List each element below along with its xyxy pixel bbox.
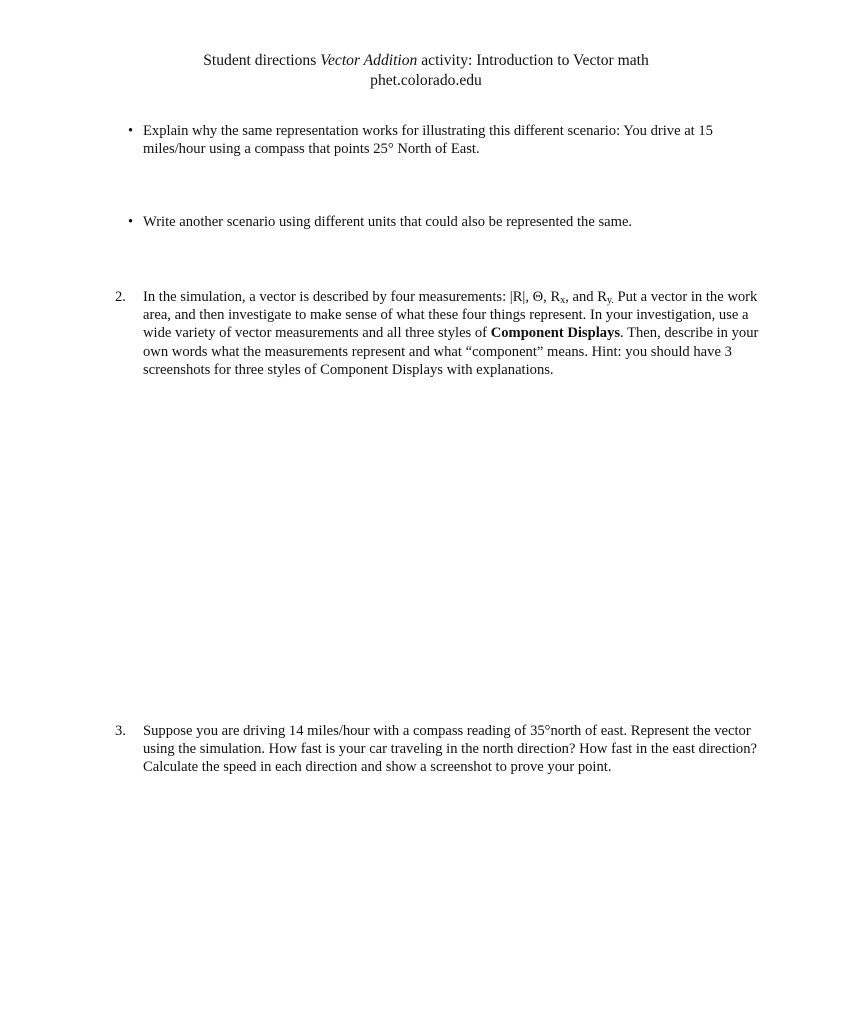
- question-text-part4: . Then, describe in your own words what the measurements represent and what “component” means. Hint: you should have 3 screenshots for three styles of Component Displays with explanations.: [143, 325, 759, 378]
- question-3: [115, 722, 765, 777]
- subscript-x: x: [560, 295, 566, 306]
- component-displays-bold: Component Displays: [490, 325, 621, 342]
- bullet-marker: •: [128, 214, 134, 230]
- question-number: 2.: [115, 289, 126, 305]
- header-title: [0, 51, 852, 71]
- header-website: phet.colorado.edu: [370, 72, 482, 89]
- bullet-item-explain: [128, 122, 768, 158]
- header-title-suffix: activity: Introduction to Vector math: [417, 52, 649, 69]
- document-header: [0, 51, 852, 91]
- bullet-item-write: [128, 213, 768, 231]
- header-title-italic: Vector Addition: [320, 52, 418, 69]
- header-title-prefix: Student directions: [203, 52, 321, 69]
- question-2: [115, 288, 765, 379]
- question-text-part1: In the simulation, a vector is described by four measurements: |R|, Θ, R: [143, 289, 561, 305]
- question-text: [143, 288, 765, 379]
- bullet-text: Write another scenario using different units that could also be represented the same.: [143, 214, 633, 230]
- question-text: Suppose you are driving 14 miles/hour with a compass reading of 35°north of east. Represent the vector using the simulation. How fast is your car traveling in the north direction? How fast in the east direction? Calculate the speed in each direction and show a screenshot to prove your point.: [143, 723, 757, 776]
- subscript-y: y.: [606, 295, 614, 306]
- bullet-marker: •: [128, 123, 134, 139]
- question-text-part3: Put a vector in the work area, and then investigate to make sense of what these four things represent. In your investigation, use a wide variety of vector measurements and all three styles of: [143, 289, 758, 342]
- question-number: 3.: [115, 723, 126, 739]
- bullet-text: Explain why the same representation works for illustrating this different scenario: You drive at 15 miles/hour using a compass that points 25° North of East.: [143, 123, 713, 158]
- question-text-part2: , and R: [565, 289, 607, 305]
